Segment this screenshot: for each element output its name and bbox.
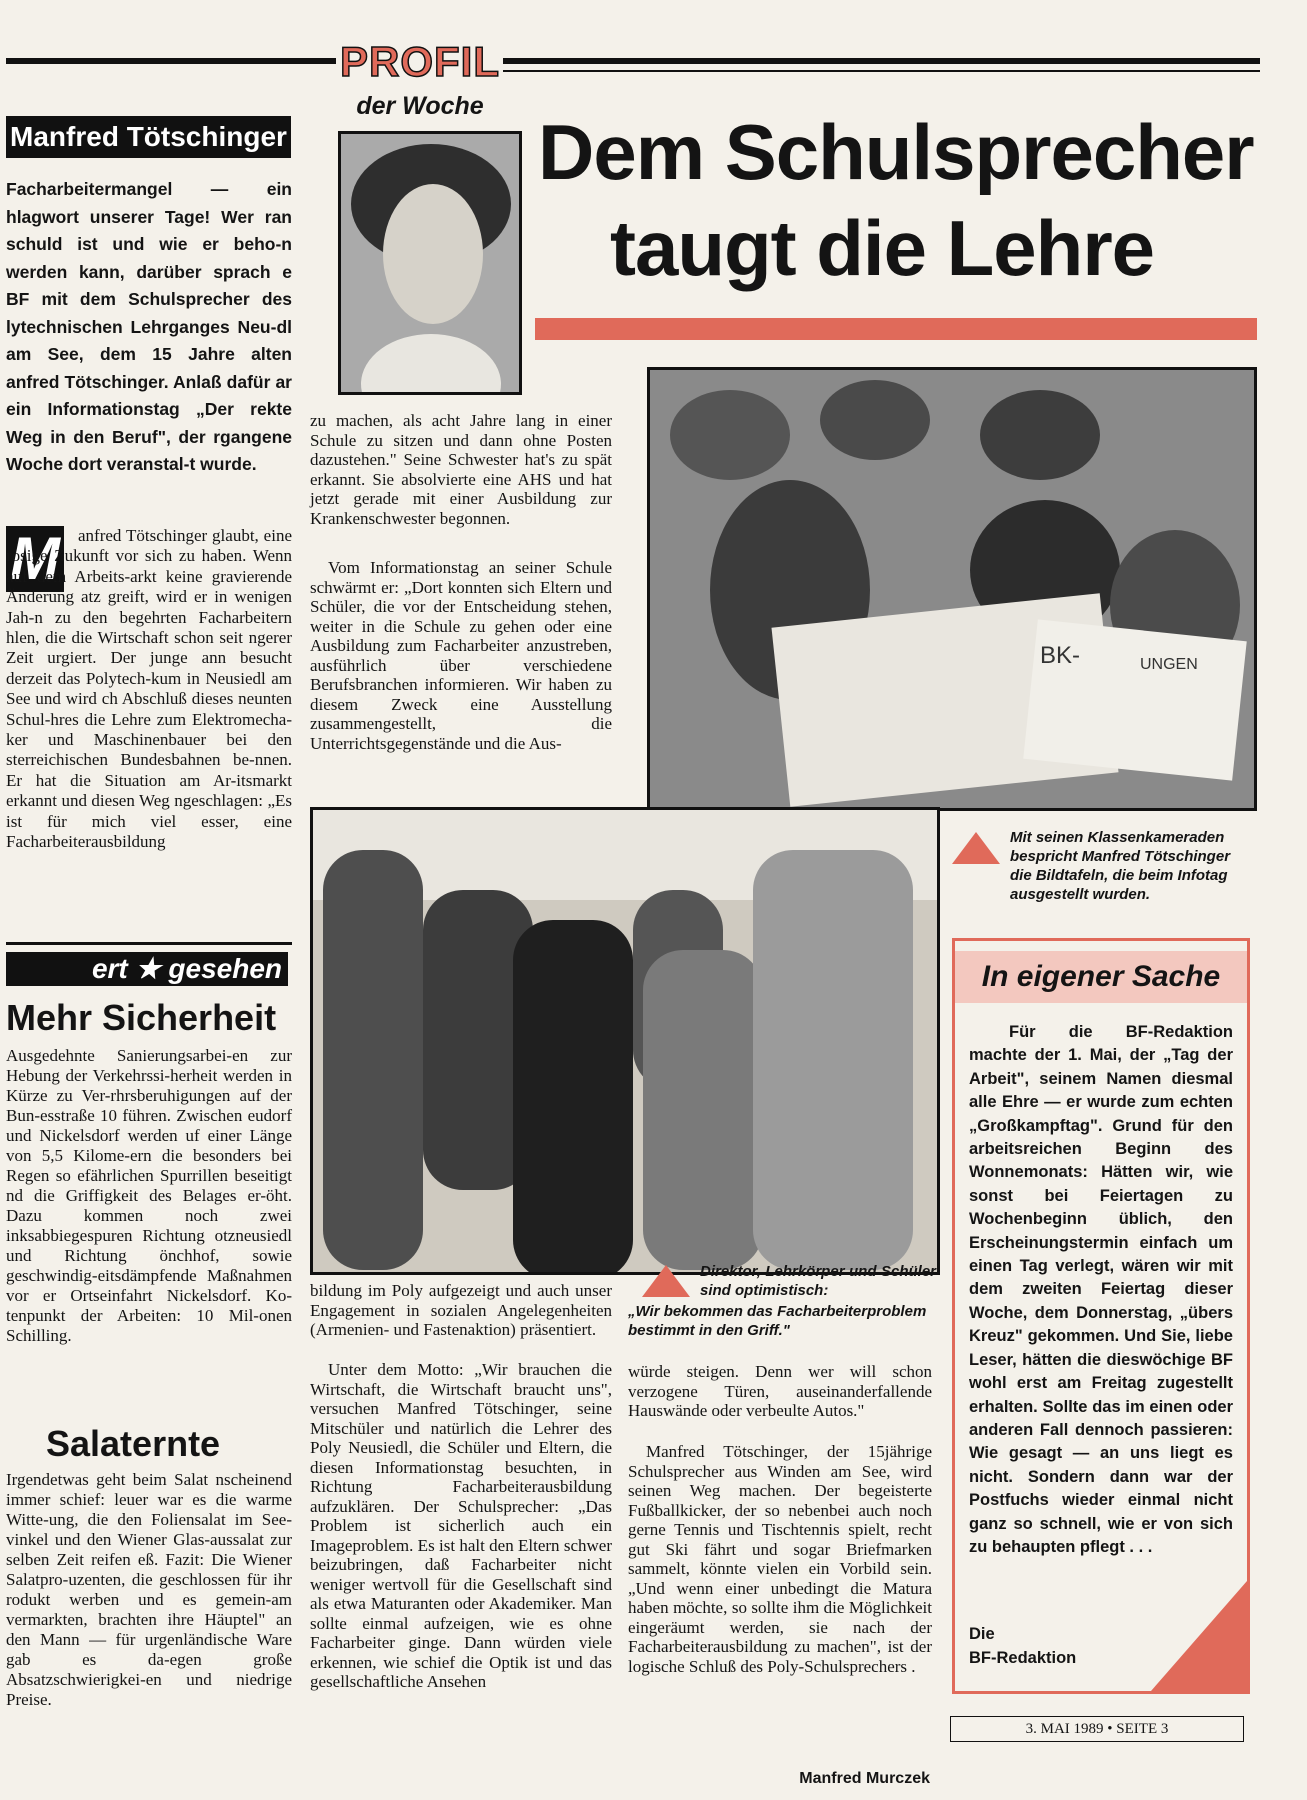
middle-text-a2: Vom Informationstag an seiner Schule schwärmt er: „Dort konnten sich Eltern und Schüler, die vor der Entscheidung stehen, weiter in die Schule zu gehen oder eine Ausbildung zum Facharbeiter anzustreben, ausführlich über verschiedene Berufsbranchen informieren. Wir haben zu diesem Zweck eine Ausstellung zusammengestellt, die Unterrichtsgegenstände und die Aus-: [310, 558, 612, 753]
footer-date-page: 3. MAI 1989 • SEITE 3: [950, 1716, 1244, 1742]
caption-1: Mit seinen Klassenkameraden bespricht Manfred Tötschinger die Bildtafeln, die beim Infotag ausgestellt wurden.: [1010, 829, 1231, 903]
left-body-text: anfred Tötschinger glaubt, eine rosige Zukunft vor sich zu haben. Wenn auf dem Arbeits-arkt keine gravierende Änderung atz greift, wird er in wenigen Jah-n zu den begehrten Facharbeitern hlen, die die Wirtschaft schon seit ngerer Zeit urgiert. Der junge ann besucht derzeit das Polytech-kum in Neusiedl am See und wird ch Abschluß dieses neunten Schul-hres die Lehre zum Elektromecha-ker und Maschinenbauer bei den sterreichischen Bundesbahnen be-nnen. Er hat die Situation am Ar-itsmarkt erkannt und diesen Weg ngeschlagen: „Es ist für mich viel esser, eine Facharbeiterausbildung: [6, 526, 292, 852]
headline-line1: Dem Schulsprecher: [538, 108, 1254, 196]
intro-text: Facharbeitermangel — ein hlagwort unserer Tage! Wer ran schuld ist und wie er beho-n werden kann, darüber sprach e BF mit dem Schulsprecher des lytechnischen Lehrganges Neu-dl am See, dem 15 Jahre alten anfred Tötschinger. Anlaß dafür ar ein Informationstag „Der rekte Weg in den Beruf", der rgangene Woche dort veranstal-t wurde.: [6, 179, 292, 474]
dropcap: M: [6, 526, 64, 592]
classroom-photo: [647, 367, 1257, 811]
top-rule-right: [503, 58, 1260, 64]
middle-text-b2: Unter dem Motto: „Wir brauchen die Wirtschaft, die Wirtschaft braucht uns", versuchen Manfred Tötschinger, seine Mitschüler und natürlich die Lehrer des Poly Neusiedl, die Schüler und Eltern, die diesen Informationstag besuchten, in Richtung Facharbeiterausbildung aufzuklären. Der Schulsprecher: „Das Problem ist sicherlich auch ein Imageproblem. Es ist halt den Eltern schwer beizubringen, daß Facharbeiter nicht weniger wertvoll für die Gesellschaft sind als etwa Maturanten oder Akademiker. Man sollte einmal aufzeigen, wie es ohne Facharbeiter ginge. Dann würden viele erkennen, wie schief die Optik ist und das gesellschaftliche Ansehen: [310, 1360, 612, 1691]
text-mehr-sicherheit: Ausgedehnte Sanierungsarbei-en zur Hebung der Verkehrssi-herheit werden in Kürze zu Ver-rhrsberuhigungen auf der Bun-esstraße 10 führen. Zwischen eudorf und Nickelsdorf werden uf einer Länge von 5,5 Kilome-ern die besonders bei Regen so efährlichen Spurrillen beseitigt nd die Griffigkeit des Belages er-öht. Dazu kommen noch zwei inksabbiegespuren Richtung otzneusiedl und Richtung önchhof, sowie geschwindig-eitsdämpfende Maßnahmen vor er Ortseinfahrt Nickelsdorf. Ko-tenpunkt der Arbeiten: 10 Mil-onen Schilling.: [6, 1046, 292, 1345]
sidebar-box: [952, 938, 1250, 1694]
profil-label: PROFIL: [340, 38, 500, 85]
photo1-sign-text2: UNGEN: [1140, 656, 1198, 673]
right-text-c2: Manfred Tötschinger, der 15jährige Schulsprecher aus Winden am See, wird seinen Weg machen. Der begeisterte Fußballkicker, der so nebenbei auch noch gerne Tennis und Tischtennis spielt, recht gut Ski fährt und sogar Briefmarken sammelt, könnte vielen ein Vorbild sein. „Und wenn einer unbedingt die Matura haben möchte, so sollte ihm die Möglichkeit eingeräumt werden, sie nach der Facharbeiterausbildung zu machen", ist der logische Schluß des Poly-Schulsprechers .: [628, 1442, 932, 1676]
sidebar-corner: [1151, 1581, 1247, 1691]
sidebar-text: Für die BF-Redaktion machte der 1. Mai, der „Tag der Arbeit", seinem Namen diesmal alle Ehre — er wurde zum echten „Großkampftag". Grund für den arbeitsreichen Beginn des Wonnemonats: Hätten wir, wie sonst bei Feiertagen zu Wochenbeginn üblich, den Erscheinungstermin einfach um einen Tag verlegt, wären wir mit dem zweiten Feiertag dieser Woche, dem Donnerstag, „übers Kreuz" gekommen. Und Sie, liebe Leser, hätten die dieswöchige BF wohl erst am Freitag zugestellt erhalten. Sollte das im einen oder anderen Fall dennoch passieren: Wie gesagt — an uns liegt es nicht. Sondern dann war der Postfuchs wieder einmal nicht ganz so schnell, wie er von sich zu behaupten pflegt . . .: [969, 1023, 1233, 1556]
headline-red-bar: [535, 318, 1257, 340]
group-photo: [310, 807, 940, 1275]
middle-text-a1: zu machen, als acht Jahre lang in einer Schule zu sitzen und dann ohne Posten dazustehen." Seine Schwester hat's zu spät erkannt. Sie absolvierte eine AHS und hat jetzt gerade mit einer Ausbildung zur Krankenschwester begonnen.: [310, 411, 612, 528]
heading-salaternte: Salaternte: [46, 1423, 221, 1464]
text-salaternte: Irgendetwas geht beim Salat nscheinend immer schief: leuer war es die warme Witte-ung, die den Foliensalat im See-vinkel und den Wiener Glas-aussalat zur selben Zeit reifen eß. Fazit: Die Wiener Salatpro-uzenten, die geschlossen für ihr rodukt werben und es gemein-am vermarkten, brachten ihre Häuptel" an den Mann — für urgenländische Ware gab es da-egen große Absatzschwierigkei-en und niedrige Preise.: [6, 1470, 292, 1709]
caption-2-line1: Direktor, Lehrkörper und Schüler sind optimistisch:: [700, 1263, 936, 1299]
profil-sub: der Woche: [356, 92, 484, 120]
caption-2-line2: „Wir bekommen das Facharbeiterproblem bestimmt in den Griff.": [628, 1303, 927, 1339]
headline-line2: taugt die Lehre: [610, 204, 1155, 292]
gesehen-banner: ert ★ gesehen: [6, 952, 288, 986]
top-rule-right-thin: [503, 70, 1260, 72]
sidebar-sign-2: BF-Redaktion: [969, 1649, 1077, 1667]
name-banner: Manfred Tötschinger: [6, 116, 291, 158]
heading-mehr-sicherheit: Mehr Sicherheit: [6, 997, 277, 1038]
caption2-triangle: [642, 1265, 690, 1297]
author: Manfred Murczek: [799, 1770, 930, 1787]
middle-text-b1: bildung im Poly aufgezeigt und auch unser Engagement in sozialen Angelegenheiten (Armenien- und Fastenaktion) präsentiert.: [310, 1281, 612, 1339]
top-rule-left: [6, 58, 336, 64]
sidebar-title: In eigener Sache: [955, 951, 1247, 1003]
gesehen-rule: [6, 942, 292, 945]
right-text-c1: würde steigen. Denn wer will schon verzogene Türen, auseinanderfallende Hauswände oder verbeulte Autos.": [628, 1362, 932, 1420]
photo1-sign-text: BK-: [1040, 642, 1081, 669]
caption1-triangle: [952, 832, 1000, 864]
portrait-photo: [338, 131, 522, 395]
sidebar-sign-1: Die: [969, 1625, 995, 1643]
